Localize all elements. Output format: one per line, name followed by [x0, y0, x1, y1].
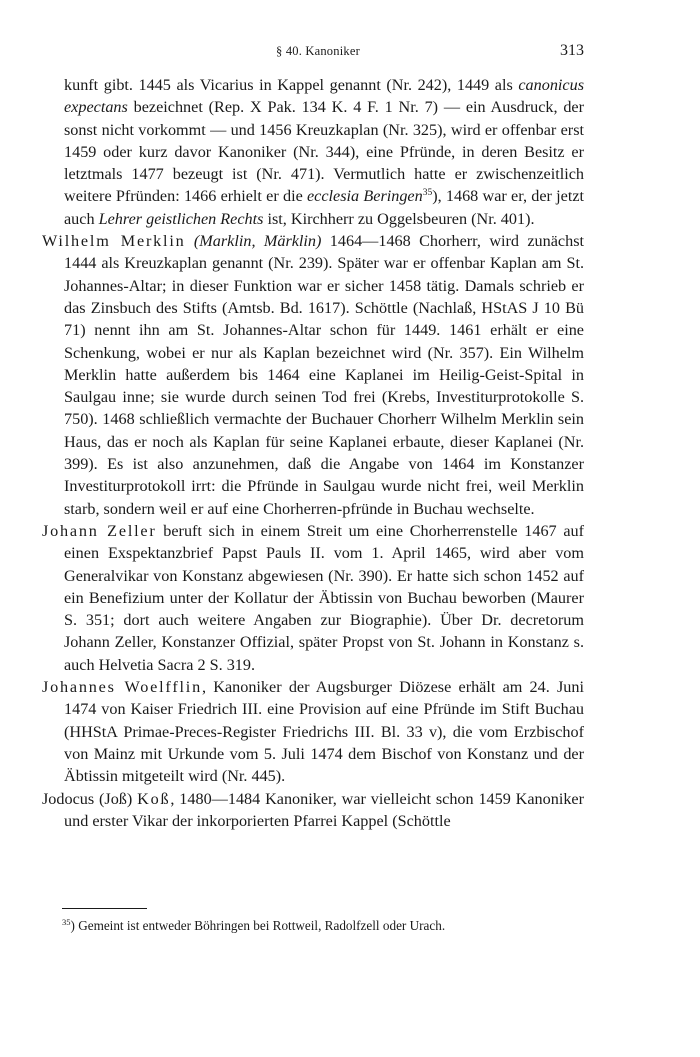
footnote-ref: 35	[422, 188, 433, 199]
footnote-rule	[62, 908, 147, 909]
entry-text: kunft gibt. 1445 als Vicarius in Kappel genannt (Nr. 242), 1449 als	[64, 76, 519, 94]
name-variant: (Marklin, Märklin)	[185, 232, 322, 251]
entry-continuation	[42, 74, 584, 230]
footnote-marker: 35	[62, 917, 71, 927]
entry-text: ist, Kirchherr zu Oggelsbeuren (Nr. 401).	[263, 209, 535, 228]
entry-name: Johannes Woelfflin	[42, 678, 203, 697]
footnote	[62, 917, 582, 935]
footnote-text: ) Gemeint ist entweder Böhringen bei Rottweil, Radolfzell oder Urach.	[70, 918, 446, 933]
entry-name: Johann Zeller	[42, 521, 157, 540]
entry-name: Koß	[137, 789, 171, 808]
running-head: § 40. Kanoniker	[276, 44, 360, 58]
page-header	[52, 44, 584, 66]
entry-merklin	[42, 230, 584, 520]
latin-term: ecclesia Beringen	[307, 187, 423, 206]
entry-name: Wilhelm Merklin	[42, 232, 186, 251]
entry-koss	[42, 788, 584, 833]
entry-name-prefix: Jodocus (Joß)	[42, 789, 138, 808]
italic-phrase: Lehrer geistlichen Rechts	[98, 209, 264, 228]
entry-text: beruft sich in einem Streit um eine Chorherrenstelle 1467 auf einen Exspektanzbrief Papst Pauls II. vom 1. April 1465, wird aber vom Generalvikar von Konstanz abgewiesen (Nr. 390). Er hatte sich schon 1452 auf ein Benefizium unter der Kollatur der Äbtissin von Buchau beworben (Maurer S. 351; dort auch weitere Angaben zur Biographie). Über Dr. decretorum Johann Zeller, Konstanzer Offizial, später Propst von St. Johann in Konstanz s. auch Helvetia Sacra 2 S. 319.	[64, 521, 584, 674]
entry-zeller	[42, 520, 584, 676]
entry-text: , 1480—1484 Kanoniker, war vielleicht schon 1459 Kanoniker und erster Vikar der inkorporierten Pfarrei Kappel (Schöttle	[64, 789, 584, 830]
latin-term: canonicus expectans	[64, 76, 584, 117]
entry-text: 1464—1468 Chorherr, wird zunächst 1444 als Kreuzkaplan genannt (Nr. 239). Später war er offenbar Kaplan am St. Johannes-Altar; in dieser Funktion war er sicher 1458 tätig. Damals schrieb er das Zinsbuch des Stifts (Amtsb. Bd. 1617). Schöttle (Nachlaß, HStAS J 10 Bü 71) nennt ihn am St. Johannes-Altar schon für 1449. 1461 erhält er eine Schenkung, wobei er nur als Kaplan bezeichnet wird (Nr. 357). Ein Wilhelm Merklin hatte außerdem bis 1464 eine Kaplanei im Heilig-Geist-Spital in Saulgau inne; sie wurde durch seinen Tod frei (Krebs, Investiturprotokolle S. 750). 1468 schließlich vermachte der Buchauer Chorherr Wilhelm Merklin sein Haus, das er noch als Kaplan für seine Kaplanei erbaute, dieser Kaplanei (Nr. 399). Es ist also anzunehmen, daß die Angabe von 1464 im Konstanzer Investiturprotokoll irrt: die Pfründe in Saulgau wurde nicht frei, weil Merklin starb, sondern weil er auf eine Chorherren-pfründe in Buchau wechselte.	[64, 232, 584, 518]
page-number: 313	[560, 42, 584, 59]
body-text	[42, 74, 584, 832]
entry-text: bezeichnet (Rep. X Pak. 134 K. 4 F. 1 Nr. 7) — ein Ausdruck, der sonst nicht vorkommt — und 1456 Kreuzkaplan (Nr. 325), wird er offenbar erst 1459 oder kurz davor Kanoniker (Nr. 344), eine Pfründe, in deren Besitz er letztmals 1477 bezeugt ist (Nr. 471). Vermutlich hatte er zwischenzeitlich weitere Pfründen: 1466 erhielt er die	[64, 98, 584, 206]
entry-text: ), 1468 war er, der jetzt auch	[64, 187, 585, 228]
entry-text: , Kanoniker der Augsburger Diözese erhält am 24. Juni 1474 von Kaiser Friedrich III. eine Provision auf eine Pfründe im Stift Buchau (HHStA Primae-Preces-Register Friedrichs III. Bl. 33 v), die vom Erzbischof von Mainz mit Urkunde vom 5. Juli 1474 dem Bischof von Konstanz und der Äbtissin mitgeteilt wird (Nr. 445).	[64, 678, 584, 786]
entry-woelfflin	[42, 676, 584, 787]
